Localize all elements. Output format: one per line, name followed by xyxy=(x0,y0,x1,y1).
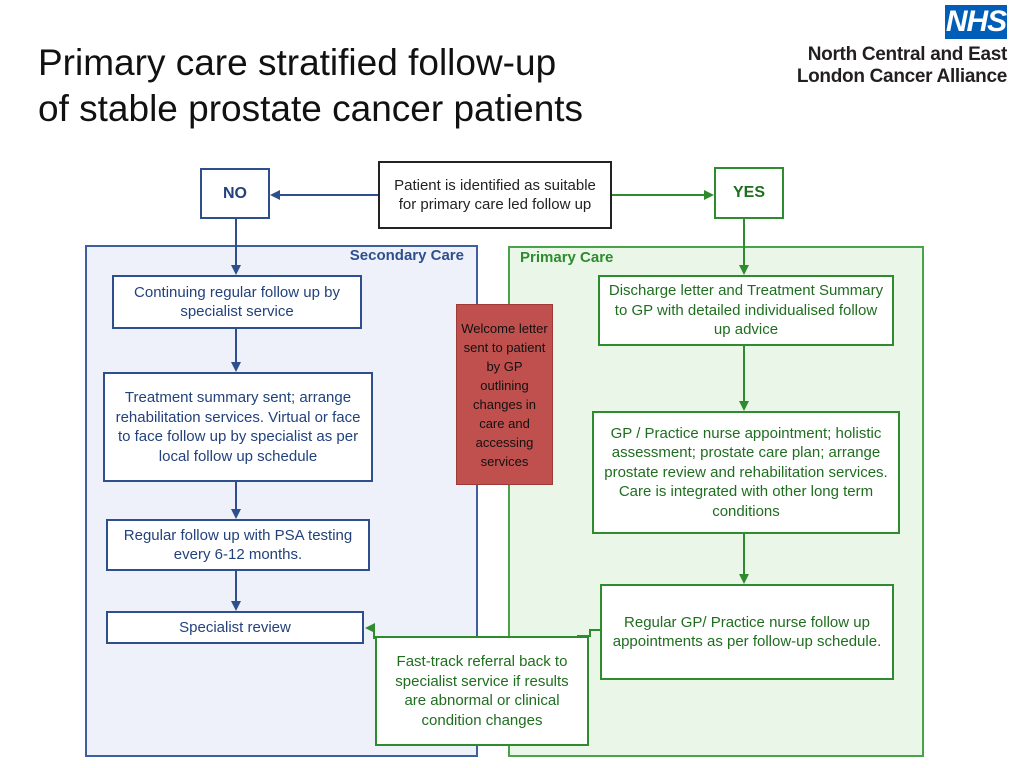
welcome-letter-note: Welcome letter sent to patient by GP outlining changes in care and accessing services xyxy=(456,304,553,485)
start-box: Patient is identified as suitable for primary care led follow up xyxy=(378,161,612,229)
secondary-step-2: Treatment summary sent; arrange rehabilitation services. Virtual or face to face follow up by specialist as per local follow up schedule xyxy=(103,372,373,482)
secondary-step-4: Specialist review xyxy=(106,611,364,644)
organisation-name-line-2: London Cancer Alliance xyxy=(796,66,1007,87)
no-box: NO xyxy=(200,168,270,219)
primary-step-2: GP / Practice nurse appointment; holistic assessment; prostate care plan; arrange prostate review and rehabilitation services. Care is integrated with other long term conditions xyxy=(592,411,900,534)
title-line-1: Primary care stratified follow-up xyxy=(38,42,557,83)
nhs-logo: NHS xyxy=(945,5,1007,38)
primary-care-label: Primary Care xyxy=(520,249,614,266)
primary-step-3: Regular GP/ Practice nurse follow up appointments as per follow-up schedule. xyxy=(600,584,894,680)
secondary-step-3: Regular follow up with PSA testing every 6-12 months. xyxy=(106,519,370,571)
secondary-care-label: Secondary Care xyxy=(349,247,464,264)
fast-track-box: Fast-track referral back to specialist service if results are abnormal or clinical condition changes xyxy=(375,636,589,746)
organisation-name-line-1: North Central and East xyxy=(807,44,1007,65)
secondary-step-1: Continuing regular follow up by specialist service xyxy=(112,275,362,329)
title-line-2: of stable prostate cancer patients xyxy=(38,88,584,129)
primary-step-1: Discharge letter and Treatment Summary to GP with detailed individualised follow up advice xyxy=(598,275,894,346)
yes-box: YES xyxy=(714,167,784,219)
